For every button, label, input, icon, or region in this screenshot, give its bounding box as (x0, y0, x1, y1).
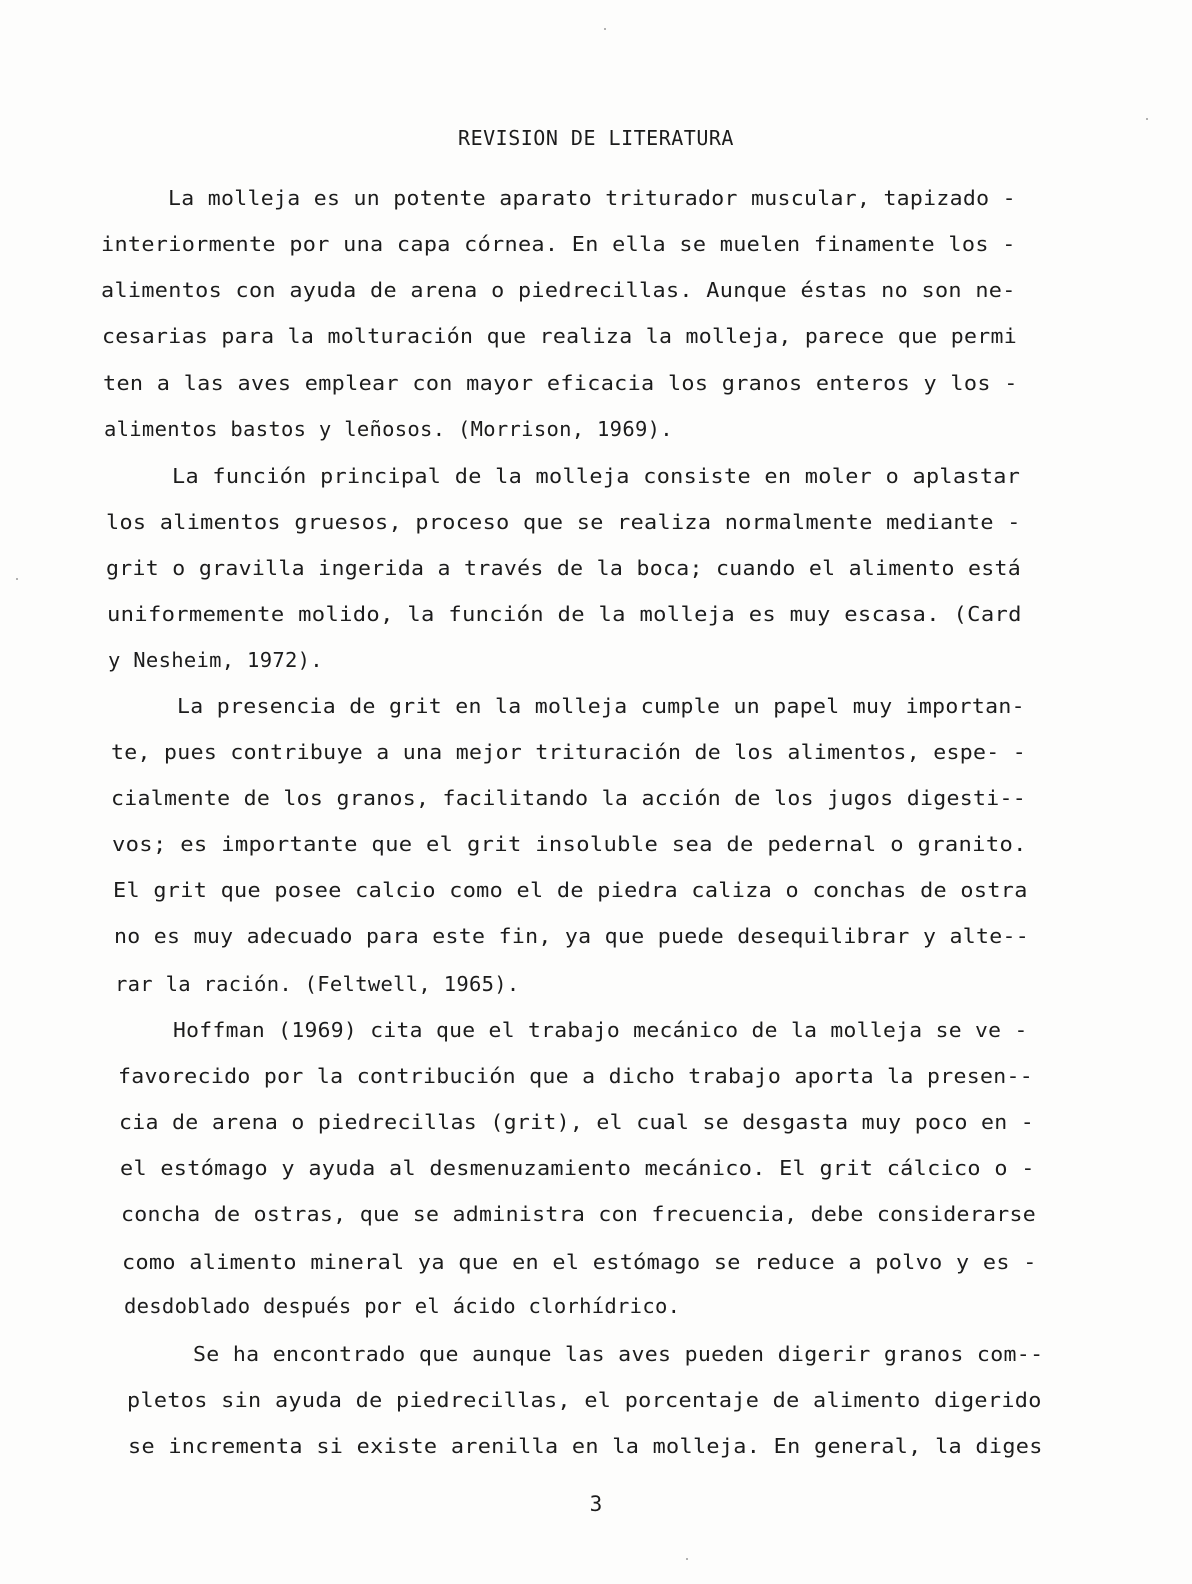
text-line: se incrementa si existe arenilla en la molleja. En general, la diges (128, 1434, 1043, 1458)
text-line: La función principal de la molleja consiste en moler o aplastar (172, 464, 1021, 488)
text-line: Hoffman (1969) cita que el trabajo mecánico de la molleja se ve - (173, 1018, 1028, 1042)
scan-speck (604, 28, 606, 30)
text-line: los alimentos gruesos, proceso que se realiza normalmente mediante - (106, 510, 1021, 534)
text-line: interiormente por una capa córnea. En ella se muelen finamente los - (101, 232, 1016, 256)
text-line: te, pues contribuye a una mejor trituración de los alimentos, espe- - (111, 740, 1027, 764)
page-title: REVISION DE LITERATURA (458, 126, 734, 150)
text-line: alimentos bastos y leñosos. (Morrison, 1969). (104, 417, 673, 441)
text-line: Se ha encontrado que aunque las aves pueden digerir granos com-- (193, 1342, 1044, 1366)
text-line: rar la ración. (Feltwell, 1965). (115, 972, 520, 996)
text-line: grit o gravilla ingerida a través de la boca; cuando el alimento está (106, 556, 1022, 580)
text-line: desdoblado después por el ácido clorhídrico. (124, 1294, 681, 1318)
text-line: alimentos con ayuda de arena o piedrecillas. Aunque éstas no son ne- (101, 278, 1016, 302)
text-line: no es muy adecuado para este fin, ya que puede desequilibrar y alte-- (114, 924, 1030, 948)
text-line: cialmente de los granos, facilitando la acción de los jugos digesti-- (111, 786, 1027, 810)
scan-speck (1146, 118, 1148, 120)
text-line: como alimento mineral ya que en el estómago se reduce a polvo y es - (122, 1250, 1037, 1274)
scan-speck (686, 1558, 688, 1560)
scan-speck (16, 578, 18, 580)
text-line: La presencia de grit en la molleja cumple un papel muy importan- (177, 694, 1025, 718)
text-line: cia de arena o piedrecillas (grit), el cual se desgasta muy poco en - (119, 1110, 1035, 1134)
text-line: pletos sin ayuda de piedrecillas, el porcentaje de alimento digerido (127, 1388, 1042, 1412)
text-line: y Nesheim, 1972). (108, 648, 323, 672)
page-number: 3 (589, 1492, 603, 1516)
text-line: el estómago y ayuda al desmenuzamiento mecánico. El grit cálcico o - (120, 1156, 1035, 1180)
text-line: favorecido por la contribución que a dicho trabajo aporta la presen-- (118, 1064, 1034, 1088)
text-line: concha de ostras, que se administra con frecuencia, debe considerarse (121, 1202, 1037, 1226)
text-line: cesarias para la molturación que realiza la molleja, parece que permi (102, 324, 1018, 348)
text-line: ten a las aves emplear con mayor eficacia los granos enteros y los - (103, 371, 1018, 395)
text-line: El grit que posee calcio como el de piedra caliza o conchas de ostra (113, 878, 1028, 902)
text-line: vos; es importante que el grit insoluble sea de pedernal o granito. (112, 832, 1027, 856)
text-line: La molleja es un potente aparato triturador muscular, tapizado - (168, 186, 1016, 210)
text-line: uniformemente molido, la función de la molleja es muy escasa. (Card (107, 602, 1022, 626)
